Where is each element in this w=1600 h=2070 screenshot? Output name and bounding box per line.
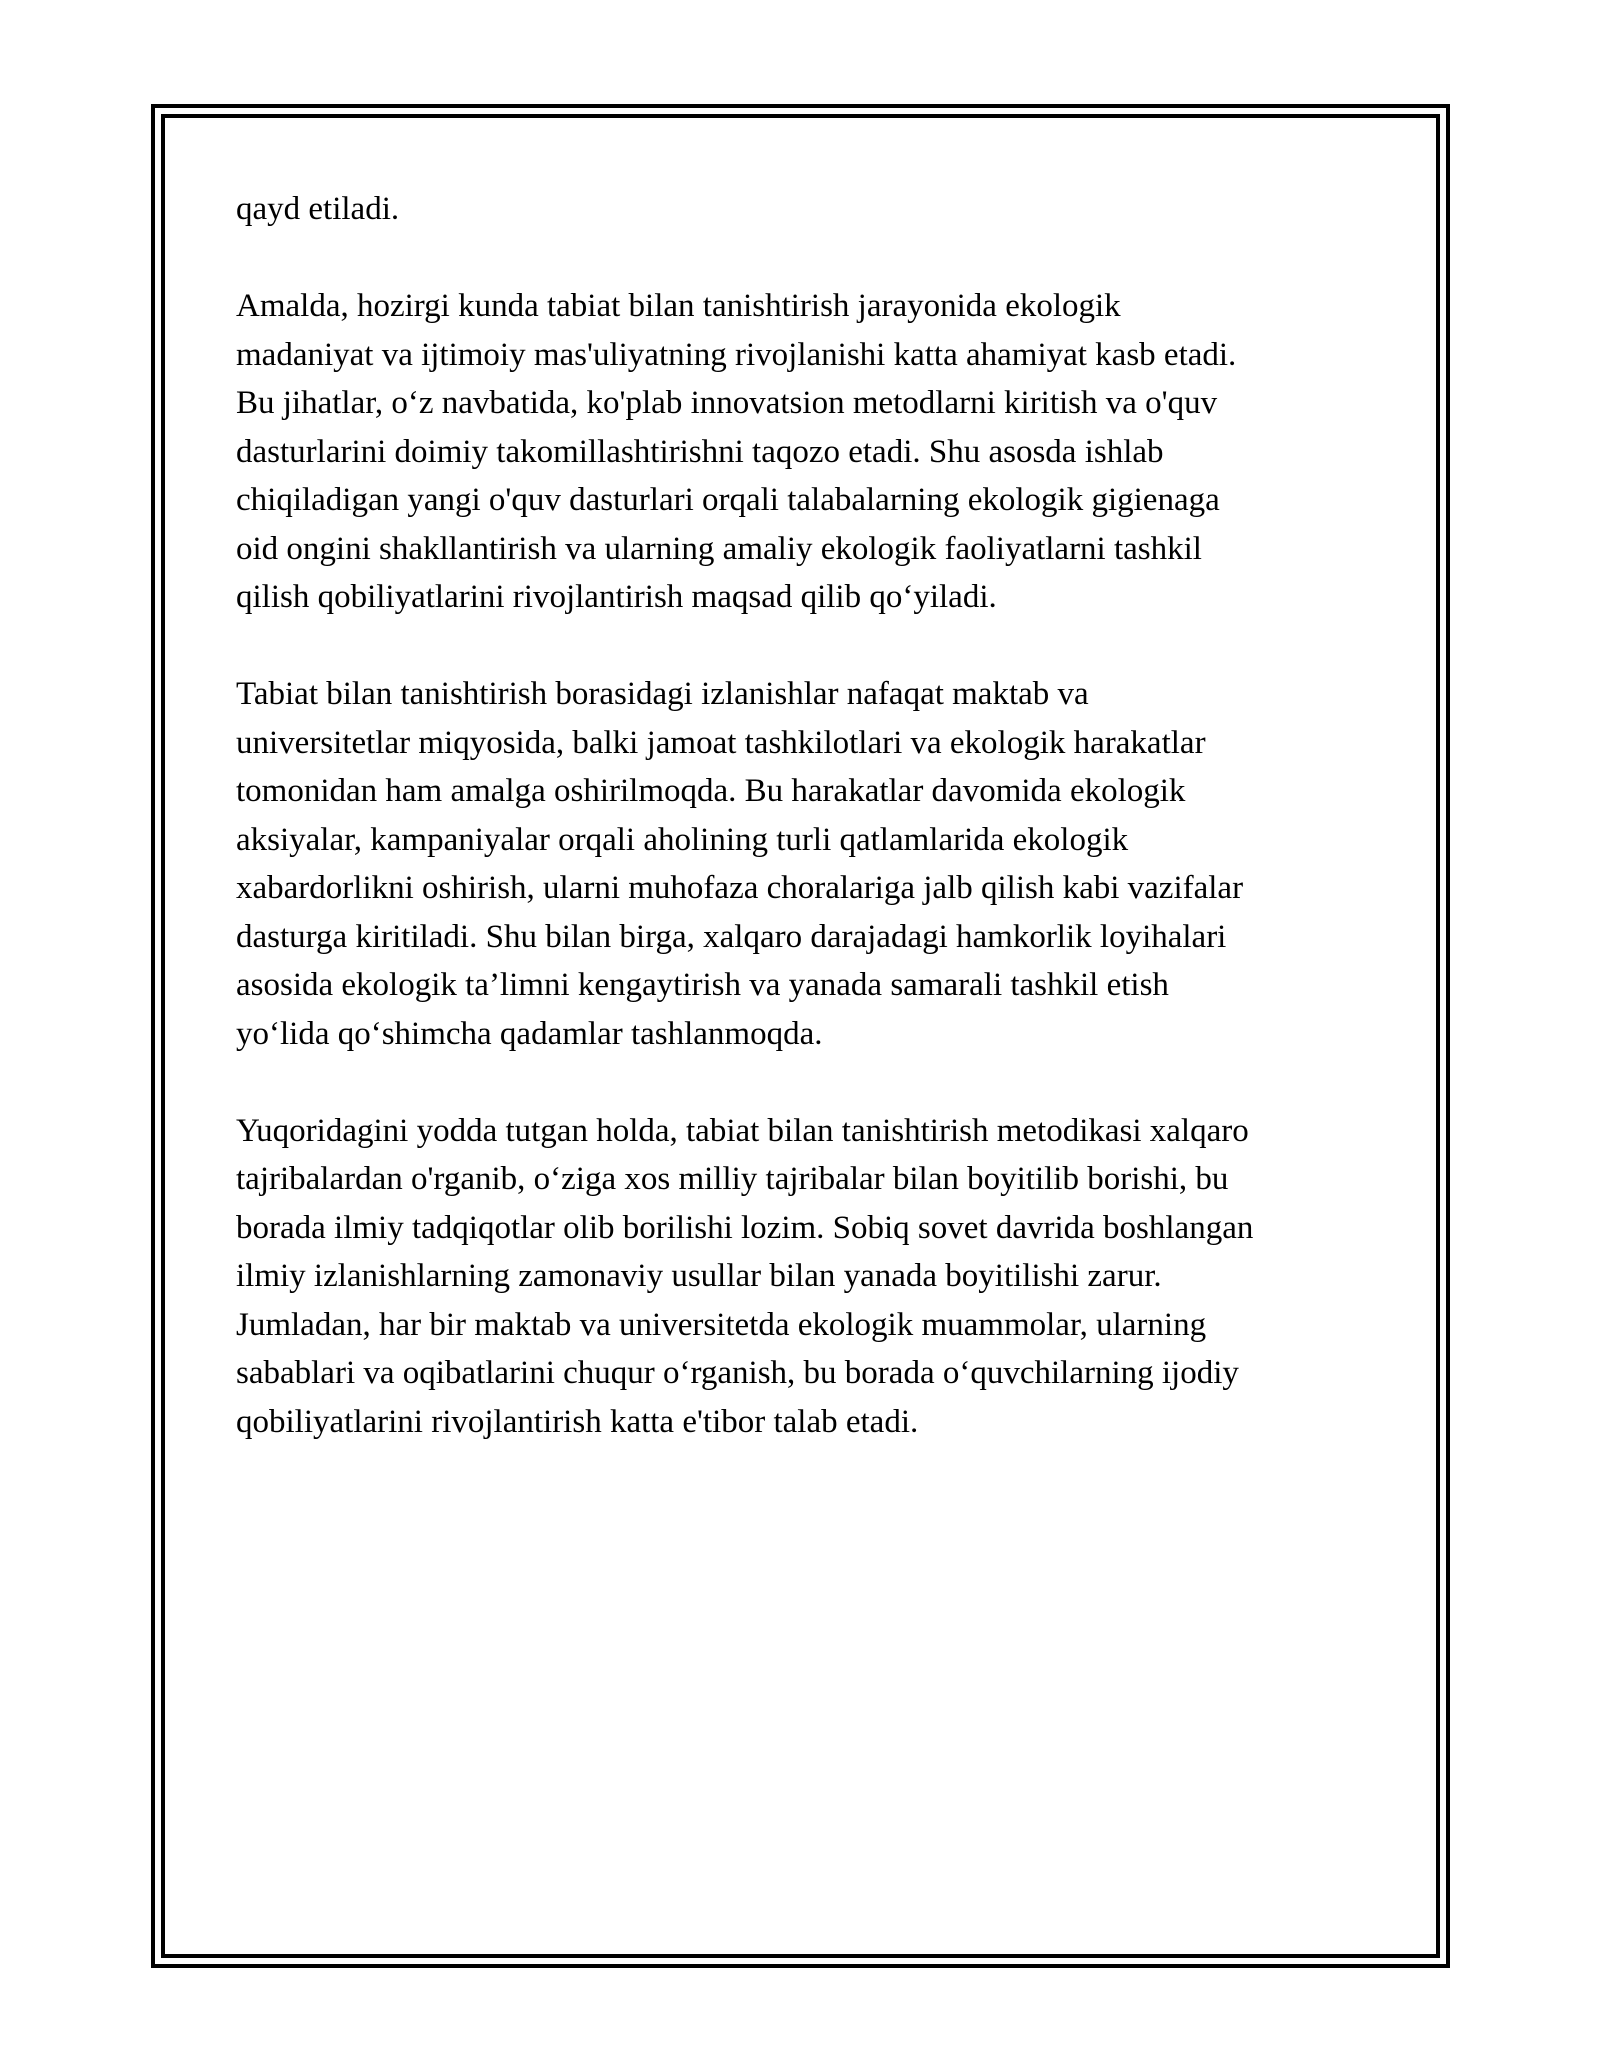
text-line: tajribalardan o'rganib, o‘ziga xos milliy tajribalar bilan boyitilib borishi, bu — [236, 1161, 1229, 1197]
text-line: Yuqoridagini yodda tutgan holda, tabiat bilan tanishtirish metodikasi xalqaro — [236, 1112, 1249, 1149]
text-line: xabardorlikni oshirish, ularni muhofaza choralariga jalb qilish kabi vazifalar — [236, 870, 1244, 906]
paragraph-4 — [236, 1107, 1376, 1447]
text-line: borada ilmiy tadqiqotlar olib borilishi lozim. Sobiq sovet davrida boshlangan — [236, 1209, 1254, 1246]
text-line: universitetlar miqyosida, balki jamoat tashkilotlari va ekologik harakatlar — [236, 724, 1206, 761]
text-line: dasturga kiritiladi. Shu bilan birga, xalqaro darajadagi hamkorlik loyihalari — [236, 918, 1227, 955]
paragraph-2 — [236, 282, 1376, 622]
text-line: Bu jihatlar, o‘z navbatida, ko'plab innovatsion metodlarni kiritish va o'quv — [236, 385, 1218, 421]
text-line: Amalda, hozirgi kunda tabiat bilan tanishtirish jarayonida ekologik — [236, 288, 1121, 324]
text-line: asosida ekologik ta’limni kengaytirish va yanada samarali tashkil etish — [236, 967, 1169, 1003]
text-line: qilish qobiliyatlarini rivojlantirish maqsad qilib qo‘yiladi. — [236, 579, 997, 615]
text-line: chiqiladigan yangi o'quv dasturlari orqali talabalarning ekologik gigienaga — [236, 482, 1220, 518]
text-line: madaniyat va ijtimoiy mas'uliyatning rivojlanishi katta ahamiyat kasb etadi. — [236, 336, 1237, 373]
text-line: oid ongini shakllantirish va ularning amaliy ekologik faoliyatlarni tashkil — [236, 530, 1202, 567]
paragraph-1 — [236, 185, 1376, 234]
text-line: tomonidan ham amalga oshirilmoqda. Bu harakatlar davomida ekologik — [236, 773, 1186, 809]
paragraph-3 — [236, 670, 1376, 1058]
text-line: ilmiy izlanishlarning zamonaviy usullar bilan yanada boyitilishi zarur. — [236, 1258, 1162, 1294]
text-line: qobiliyatlarini rivojlantirish katta e'tibor talab etadi. — [236, 1403, 919, 1440]
text-line: aksiyalar, kampaniyalar orqali aholining turli qatlamlarida ekologik — [236, 821, 1129, 858]
text-line: Tabiat bilan tanishtirish borasidagi izlanishlar nafaqat maktab va — [236, 676, 1089, 712]
text-line: Jumladan, har bir maktab va universitetda ekologik muammolar, ularning — [236, 1306, 1207, 1343]
text-line: sabablari va oqibatlarini chuqur o‘rganish, bu borada o‘quvchilarning ijodiy — [236, 1355, 1239, 1391]
document-body — [236, 185, 1376, 1446]
text-line: dasturlarini doimiy takomillashtirishni taqozo etadi. Shu asosda ishlab — [236, 433, 1164, 470]
text-line: yo‘lida qo‘shimcha qadamlar tashlanmoqda. — [236, 1015, 823, 1052]
text-line: qayd etiladi. — [236, 191, 400, 227]
